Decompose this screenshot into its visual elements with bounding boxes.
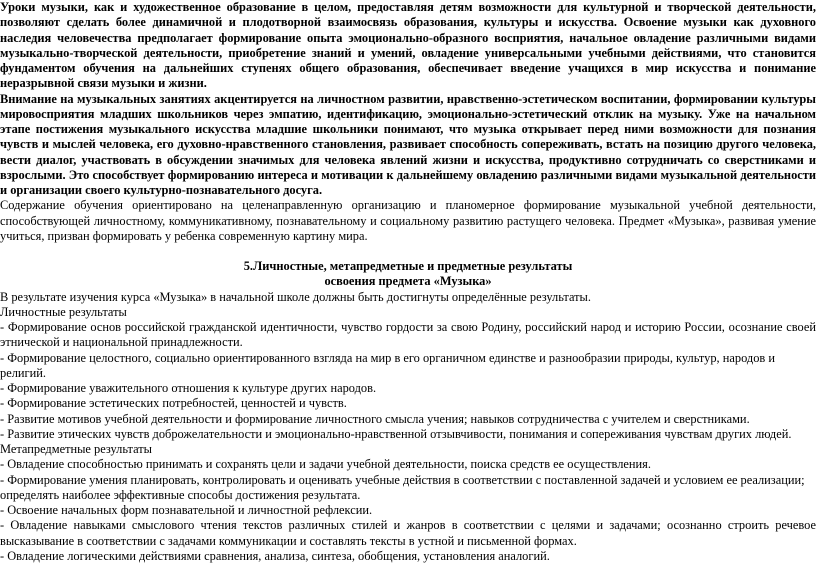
personal-result-item: - Формирование целостного, социально ориентированного взгляда на мир в его органичном единстве и разнообразии природы, культур, народов и религий.: [0, 350, 775, 380]
personal-result-item: - Формирование основ российской гражданской идентичности, чувство гордости за свою Родину, российский народ и историю России, осознание своей этнической и национальной принадлежности.: [0, 320, 816, 350]
meta-result-item: - Овладение навыками смыслового чтения текстов различных стилей и жанров в соответствии с целями и задачами; осознанно строить речевое высказывание в соответствии с задачами коммуникации и составлять тексты в устной и письменной формах.: [0, 518, 816, 548]
section-spacer: [0, 244, 816, 259]
meta-result-item: - Освоение начальных форм познавательной и личностной рефлексии.: [0, 503, 373, 517]
personal-result-item: - Развитие этических чувств доброжелательности и эмоционально-нравственной отзывчивости, понимания и сопереживания чувствам других людей.: [0, 426, 792, 441]
intro-paragraph-2: Внимание на музыкальных занятиях акцентируется на личностном развитии, нравственно-эстетическом воспитании, формировании культуры мировосприятия младших школьников через эмпатию, идентификацию, эмоционально-эстетический отклик на музыку. Уже на начальном этапе постижения музыкального искусства младшие школьники понимают, что музыка открывает перед ними возможности для познания чувств и мыслей человека, его духовно-нравственного становления, развивает способность сопереживать, встать на позицию другого человека, вести диалог, участвовать в обсуждении значимых для человека явлений жизни и искусства, продуктивно сотрудничать со сверстниками и взрослыми. Это способствует формированию интереса и мотивации к дальнейшему овладению различными видами музыкальной деятельности и организации своего культурно-познавательного досуга.: [0, 91, 816, 197]
meta-result-item: - Формирование умения планировать, контролировать и оценивать учебные действия в соответствии с поставленной задачей и условием ее реализации; определять наиболее эффективные способы достижения результата.: [0, 472, 805, 502]
personal-result-item: - Формирование эстетических потребностей, ценностей и чувств.: [0, 396, 347, 411]
intro-section: [0, 0, 816, 244]
meta-result-item: - Овладение способностью принимать и сохранять цели и задачи учебной деятельности, поиска средств ее осуществления.: [0, 457, 651, 472]
personal-result-item: - Развитие мотивов учебной деятельности и формирование личностного смысла учения; навыков сотрудничества с учителем и сверстниками.: [0, 411, 750, 426]
personal-results-title: Личностные результаты: [0, 304, 127, 319]
meta-results-title: Метапредметные результаты: [0, 442, 153, 456]
section-heading-line-2: освоения предмета «Музыка»: [324, 274, 492, 289]
intro-paragraph-3: Содержание обучения ориентировано на целенаправленную организацию и планомерное формирование музыкальной учебной деятельности, способствующей личностному, коммуникативному, познавательному и социальному развитию растущего человека. Предмет «Музыка», развивая умение учиться, призван формировать у ребенка современную картину мира.: [0, 198, 816, 243]
section-heading: [0, 259, 816, 290]
results-lead: В результате изучения курса «Музыка» в начальной школе должны быть достигнуты определённые результаты.: [0, 289, 591, 304]
section-heading-line-1: 5.Личностные, метапредметные и предметные результаты: [243, 259, 573, 273]
intro-paragraph-1: Уроки музыки, как и художественное образование в целом, предоставляя детям возможности для культурной и творческой деятельности, позволяют сделать более динамичной и плодотворной взаимосвязь образования, культуры и искусства. Освоение музыки как духовного наследия человечества предполагает формирование опыта эмоционально-образного восприятия, начальное овладение различными видами музыкально-творческой деятельности, приобретение знаний и умений, овладение универсальными учебными действиями, что становится фундаментом обучения на дальнейших ступенях общего образования, обеспечивает введение учащихся в мир искусства и понимание неразрывной связи музыки и жизни.: [0, 0, 816, 91]
meta-result-item: - Овладение логическими действиями сравнения, анализа, синтеза, обобщения, установления аналогий.: [0, 548, 550, 563]
personal-result-item: - Формирование уважительного отношения к культуре других народов.: [0, 381, 377, 395]
